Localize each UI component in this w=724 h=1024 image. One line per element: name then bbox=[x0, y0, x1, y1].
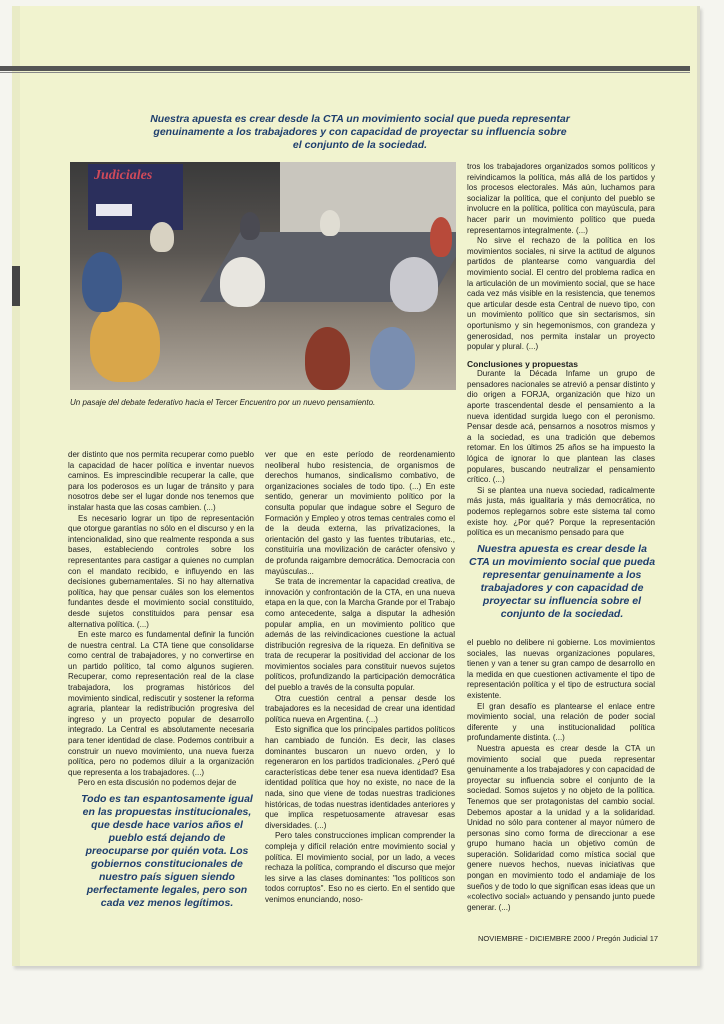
column-3-continued bbox=[467, 638, 655, 913]
paragraph: Es necesario lograr un tipo de representación que otorgue garantías no sólo en el discurso y en la intencionalidad, sino que realmente responda a sus bases, estableciendo controles sobre los representantes para castigar a quienes no cumplan con el mandato recibido, e influyendo en las decisiones gubernamentales. Si no hay alternativa política, hay que pensar cuáles son los elementos fundantes desde el movimiento social constituido, desde sujetos constituidos para pensar esa alternativa política. (...) bbox=[68, 513, 254, 629]
paragraph: der distinto que nos permita recuperar como pueblo la capacidad de hacer política e inventar nuevos caminos. Es imprescindible recuperar la calle, que para los poderosos es un lugar de tránsito y para nosotros debe ser el lugar donde nos tenemos que instalar hasta que las cosas cambien. (...) bbox=[68, 450, 254, 512]
photo-person bbox=[82, 252, 122, 312]
column-1 bbox=[68, 450, 254, 789]
paragraph: En este marco es fundamental definir la función de nuestra central. La CTA tiene que consolidarse como central de trabajadores, y no convertirse en un partido político, tal como algunos sugieren. Recuperar, como representación real de la clase trabajadora, los programas históricos del movimiento sindical, rediscutir y sostener la reforma agraria, plantear la redistribución progresiva del ingreso y un proyecto popular de desarrollo integrado. La Central es absolutamente necesaria para tener identidad de clase. Podemos contribuir a construir un nuevo movimiento, una nueva fuerza política, pero no podemos diluir a la organización que representa a los trabajadores. (...) bbox=[68, 630, 254, 777]
column-2 bbox=[265, 450, 455, 906]
paragraph: Durante la Década Infame un grupo de pensadores nacionales se atrevió a pensar distinto y dio origen a FORJA, organización que hizo un aporte trascendental desde el pensamiento a la nueva identidad surgida luego con el peronismo. Pensar desde acá, pensarnos a nosotros mismos y a la sociedad, es una tradición que debemos retomar. En los últimos 25 años se ha impuesto la lógica de ignorar lo que plantean las clases populares, buscando neutralizar el pensamiento crítico. (...) bbox=[467, 369, 655, 485]
pull-quote-right: Nuestra apuesta es crear desde la CTA un movimiento social que pueda representar genuinamente a los trabajadores y con capacidad de proyectar su influencia sobre el conjunto de la sociedad. bbox=[468, 543, 656, 620]
meeting-photo bbox=[70, 162, 456, 390]
paragraph: El gran desafío es plantearse el enlace entre movimiento social, una relación de poder social diferente y una institucionalidad política profundamente distinta. (...) bbox=[467, 701, 655, 743]
paragraph: el pueblo no delibere ni gobierne. Los movimientos sociales, las nuevas organizaciones populares, tienen y van a tener su gran campo de desarrollo en la medida en que cuestionen activamente el tipo de representación política y el tipo de estructura social existente. bbox=[467, 638, 655, 700]
page-gutter bbox=[12, 6, 20, 966]
paragraph: ver que en este período de reordenamiento neoliberal hubo resistencia, de organismos de derechos humanos, sindicalismo combativo, de organizaciones sociales de todo tipo. (...) En este sentido, generar un movimiento político por la consulta popular que indague sobre el Seguro de Formación y Empleo y otros temas centrales como el de la deuda externa, las privatizaciones, la orientación del gasto y las fuentes tributarias, etc., constituiría una movilización de carácter ofensivo y de profunda raigambre democrática. Democracia con mayúsculas... bbox=[265, 450, 455, 576]
paragraph: Pero en esta discusión no podemos dejar de bbox=[78, 778, 237, 788]
photo-person bbox=[320, 210, 340, 236]
column-3 bbox=[467, 162, 655, 539]
photo-person bbox=[430, 217, 452, 257]
top-rule bbox=[0, 66, 690, 71]
photo-person bbox=[150, 222, 174, 252]
cta-logo bbox=[96, 204, 132, 216]
photo-person bbox=[90, 302, 160, 382]
paragraph: Si se plantea una nueva sociedad, radicalmente más justa, más igualitaria y más democrática, no podemos replegarnos sobre este sistema tal como existe hoy. ¿Por qué? Porque la representación política es un mecanismo pensado para que bbox=[467, 485, 655, 538]
headline: Nuestra apuesta es crear desde la CTA un movimiento social que pueda representar genuinamente a los trabajadores y con capacidad de proyectar su influencia sobre el conjunto de la sociedad. bbox=[150, 113, 570, 151]
paragraph: Pero tales construcciones implican comprender la compleja y difícil relación entre movimiento social y política. El movimiento social, por un lado, a veces rechaza la política, comprando el discurso que mejor les sirve a las clases dominantes: "los políticos son todos corruptos". Eso no es cierto. En el sentido que venimos enunciando, noso- bbox=[265, 831, 455, 904]
pull-quote-left: Todo es tan espantosamente igual en las propuestas institucionales, que desde hace varios años el pueblo está dejando de preocuparse por quién vota. Los gobiernos constitucionales de nuestro país siguen siendo perfectamente legales, pero son cada vez menos legítimos. bbox=[81, 793, 253, 909]
paragraph: Se trata de incrementar la capacidad creativa, de innovación y confrontación de la CTA, en una nueva etapa en la que, con la Marcha Grande por el Trabajo como antecedente, salga a disputar la adhesión popular amplia, en un movimiento político que además de las reivindicaciones cuestione la actual distribución regresiva de la riqueza. En definitiva se trata de recuperar la positividad del accionar de los movimientos sociales para constituir nuevos sujetos políticos, profundizando la participación democrática del pueblo a través de la consulta popular. bbox=[265, 577, 455, 693]
photo-person bbox=[390, 257, 438, 312]
paragraph: Otra cuestión central a pensar desde los trabajadores es la necesidad de crear una identidad política nueva en Argentina. (...) bbox=[265, 693, 455, 724]
paragraph: Nuestra apuesta es crear desde la CTA un movimiento social que pueda representar genuinamente a los trabajadores y con capacidad de proyectar su influencia sobre el conjunto de la sociedad. Somos sujetos y no objeto de la política. Tenemos que ser protagonistas del cambio social. Debemos apostar a la unidad y a la solidaridad. Unidad no sólo para contener al mayor número de personas sino como forma de direccionar a ese grupo humano hacia un objetivo común de superación. Solidaridad como mística social que genere nuevos hechos, nuevas iniciativas que pongan en movimiento todo el andamiaje de los sueños y de todo lo que significan esas ideas que un «colectivo social» actuando y pensando junto puede generar. (...) bbox=[467, 743, 655, 912]
banner-text: Judiciales bbox=[94, 168, 153, 183]
paragraph: Esto significa que los principales partidos políticos han cambiado de función. Es decir, las clases dominantes buscaron un nuevo orden, y lo regeneraron en los partidos tradicionales. ¿Peró qué características debe tener esa nueva identidad? Esa identidad política que hoy no existe, no nace de la nada, sino que viene de todas nuestras tradiciones históricas, de todas nuestras identidades anteriores y que implica respetuosamente atravesar esas diversidades. (...) bbox=[265, 725, 455, 830]
photo-person bbox=[305, 327, 350, 390]
photo-person bbox=[240, 212, 260, 240]
section-subhead: Conclusiones y propuestas bbox=[467, 358, 578, 369]
top-rule-thin bbox=[0, 72, 690, 73]
photo-banner bbox=[88, 164, 183, 230]
gutter-mark bbox=[12, 266, 20, 306]
photo-person bbox=[220, 257, 265, 307]
paragraph: tros los trabajadores organizados somos políticos y reivindicamos la política, más allá de los partidos y los procesos electorales. Más aún, luchamos para socializar la política, que el conjunto del pueblo se involucre en la política, política con mayúscula, para hacer parir un movimiento político que pueda representarnos integralmente. (...) bbox=[467, 162, 655, 235]
page-footer: NOVIEMBRE - DICIEMBRE 2000 / Pregón Judicial 17 bbox=[478, 934, 659, 943]
paragraph: No sirve el rechazo de la política en los movimientos sociales, ni sirve la actitud de algunos partidos de plantearse como vanguardia del movimiento social. El centro del problema radica en la articulación de un movimiento social, que se hace cada vez más visible en la resistencia, que tenemos que articular desde esta Central de nuevo tipo, con un movimiento político que sin sectarismos, sin oportunismo y sin hegemonismos, con grandeza y generosidad, nos permita instalar un proyecto popular y plural. (...) bbox=[467, 236, 655, 352]
photo-person bbox=[370, 327, 415, 390]
photo-caption: Un pasaje del debate federativo hacia el Tercer Encuentro por un nuevo pensamiento. bbox=[70, 398, 376, 407]
